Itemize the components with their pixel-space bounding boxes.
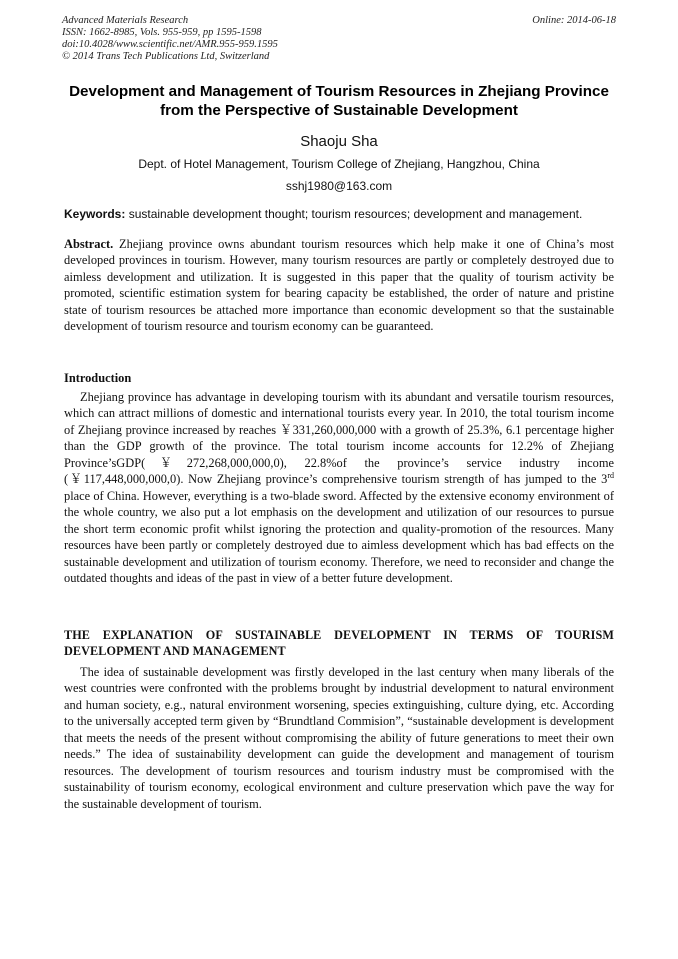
abstract-text: Zhejiang province owns abundant tourism resources which help make it one of China’s most developed provinces in tourism. However, many tourism resources are partly or completely destroyed due to aimless development and utilization. It is suggested in this paper that the quality of tourism activity be promoted, scientific estimation system for bearing capacity be established, the order of nature and pristine state of tourism resources be attached more importance than economic development so that the sustainable development of tourism resource and tourism economy can be guaranteed. xyxy=(64,237,614,334)
keywords-label: Keywords: xyxy=(64,207,126,221)
ordinal-superscript: rd xyxy=(607,471,614,481)
introduction-text-part1: Zhejiang province has advantage in developing tourism with its abundant and versatile tourism resources, which can attract millions of domestic and international tourists every year. In 2010, the total tourism income of Zhejiang province increased by reaches ￥331,260,000,000 with a growth of 25.3%, 6.1 percentage higher than the GDP growth of the province. The total tourism income accounts for 12.2% of Zhejiang Province’sGDP(￥272,268,000,000,0), 22.8%of the province’s service industry income (￥117,448,000,000,0). Now Zhejiang province’s comprehensive tourism strength of has jumped to the 3 xyxy=(64,390,614,487)
introduction-text-part2: place of China. However, everything is a two-blade sword. Affected by the extensive economy environment of the whole country, we also put a lot emphasis on the development and utilization of our resources to pursue the short term economic profit whilst ignoring the protection and quality-promotion of the resources. Many resources have been partly or completely destroyed due to aimless development which has bad effects on the sustainable development and utilization of tourism economy. Therefore, we need to reconsider and change the outdated thoughts and ideas of the past in view of a better future development. xyxy=(64,488,614,585)
issn-line: ISSN: 1662-8985, Vols. 955-959, pp 1595-1598 xyxy=(62,27,262,38)
author-affiliation: Dept. of Hotel Management, Tourism College of Zhejiang, Hangzhou, China xyxy=(138,157,540,171)
publication-info xyxy=(62,15,278,63)
keywords-text: sustainable development thought; tourism resources; development and management. xyxy=(125,207,583,221)
section2-paragraph: The idea of sustainable development was firstly developed in the last century when many liberals of the west countries were confronted with the problems brought by industrial development to natural environment and human society, e.g., natural environment worsening, species extinguishing, culture dying, etc. According to the universally accepted term given by “Brundtland Commision”, “sustainable development is development that meets the needs of the present without compromising the ability of future generations to meet their own needs.” The idea of sustainability development can guide the development and management of tourism resources. The development of tourism resources and tourism industry must be compromised with the sustainability of tourism economy, ecological environment and culture preservation which pave the way for the sustainable development of tourism. xyxy=(64,665,614,811)
section-heading-introduction: Introduction xyxy=(64,371,132,385)
abstract-label: Abstract. xyxy=(64,237,114,251)
abstract xyxy=(64,236,614,335)
author-name: Shaoju Sha xyxy=(300,133,378,150)
copyright-line: © 2014 Trans Tech Publications Ltd, Switzerland xyxy=(62,51,270,62)
section-heading-sustainable-development: THE EXPLANATION OF SUSTAINABLE DEVELOPMENT IN TERMS OF TOURISM DEVELOPMENT AND MANAGEMENT xyxy=(64,628,614,659)
doi-line: doi:10.4028/www.scientific.net/AMR.955-959.1595 xyxy=(62,39,278,50)
keywords xyxy=(64,207,616,222)
journal-name: Advanced Materials Research xyxy=(62,15,189,26)
paper-title: Development and Management of Tourism Resources in Zhejiang Province from the Perspective of Sustainable Development xyxy=(69,83,609,119)
introduction-paragraph xyxy=(64,389,614,586)
author-email: sshj1980@163.com xyxy=(285,179,393,193)
online-date: Online: 2014-06-18 xyxy=(532,15,616,26)
